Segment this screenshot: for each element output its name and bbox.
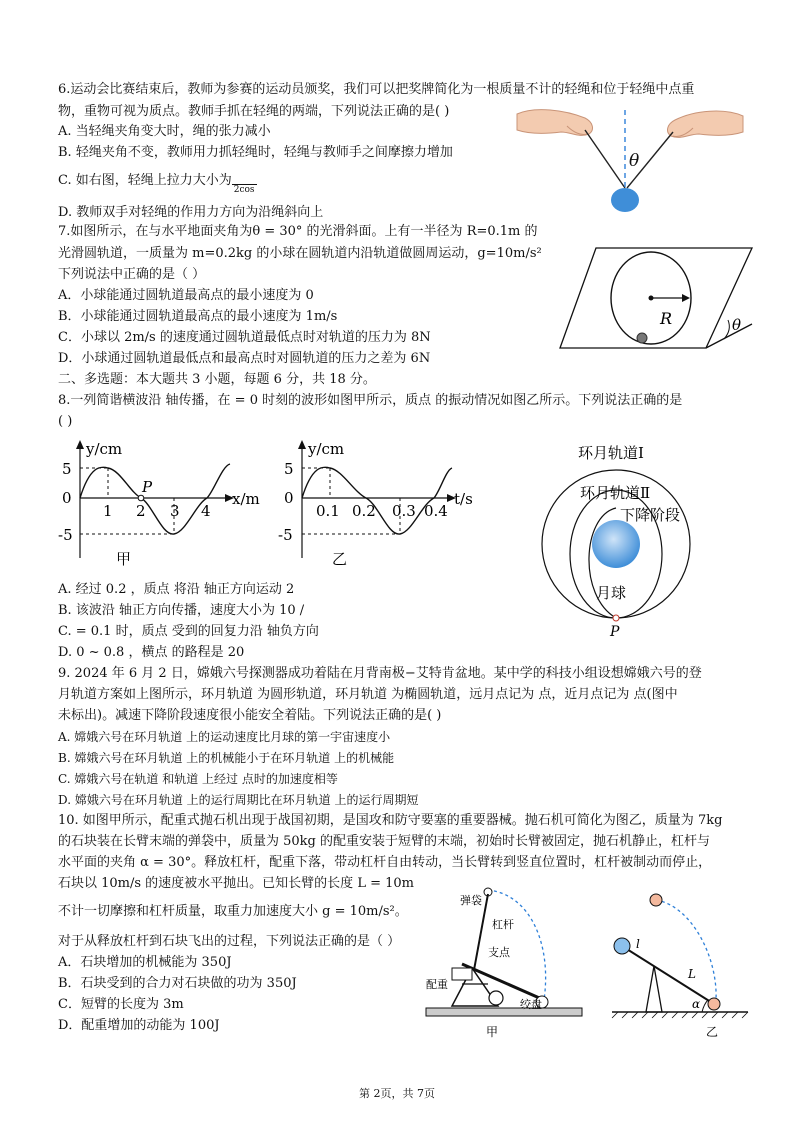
q7-line-2: 光滑圆轨道，一质量为 m=0.2kg 的小球在圆轨道内沿轨道做圆周运动，g=10m/s² — [58, 246, 542, 261]
alpha-label: α — [692, 997, 701, 1011]
q6-option-d: D. 教师双手对轻绳的作用力方向为沿绳斜向上 — [58, 205, 324, 220]
q10-line-5: 不计一切摩擦和杠杆质量，取重力加速度大小 g = 10m/s²。 — [58, 904, 408, 919]
q10-option-b: B．石块受到的合力对石块做的功为 350J — [58, 976, 297, 991]
yi-x-tick-0-1: 0.1 — [316, 502, 340, 520]
yi-x-tick-0-3: 0.3 — [392, 502, 416, 520]
jia-y-axis-label: y/cm — [86, 440, 123, 458]
q9-option-b: B. 嫦娥六号在环月轨道 上的机械能小于在环月轨道 上的机械能 — [58, 751, 395, 765]
section-2-heading: 二、多选题：本大题共 3 小题，每题 6 分，共 18 分。 — [58, 372, 376, 387]
q6-option-a: A. 当轻绳夹角变大时，绳的张力减小 — [58, 124, 271, 139]
yi-caption: 乙 — [332, 550, 348, 568]
lunar-orbit-figure — [538, 436, 698, 640]
q10-option-d: D．配重增加的动能为 100J — [58, 1018, 220, 1033]
short-arm-label: l — [636, 937, 640, 951]
q10-line-6: 对于从释放杠杆到石块飞出的过程，下列说法正确的是（ ） — [58, 934, 401, 949]
moon-label: 月球 — [596, 584, 627, 602]
catapult-figure-jia — [422, 884, 588, 1040]
yi-x-tick-0-4: 0.4 — [424, 502, 448, 520]
q10-line-3: 水平面的夹角 α = 30°。释放杠杆，配重下落，带动杠杆自由转动，当长臂转到竖直位置时，杠杆被制动而停止， — [58, 855, 712, 870]
fig-yi-caption: 乙 — [706, 1025, 719, 1039]
q8-line-2: ( ) — [58, 414, 73, 429]
long-arm-label: L — [688, 967, 696, 981]
q8-option-c: C. = 0.1 时，质点 受到的回复力沿 轴负方向 — [58, 624, 319, 639]
descent-label: 下降阶段 — [620, 506, 681, 524]
yi-y-tick-5: 5 — [284, 460, 294, 478]
q6-option-c-text: C. 如右图，轻绳上拉力大小为 — [58, 173, 232, 188]
jia-point-p: P — [142, 478, 153, 496]
q10-line-1: 10. 如图甲所示，配重式抛石机出现于战国初期，是国攻和防守要塞的重要器械。抛石机可简化为图乙，质量为 7kg — [58, 813, 723, 828]
yi-x-tick-0-2: 0.2 — [352, 502, 376, 520]
yi-y-tick-neg5: -5 — [278, 526, 293, 544]
jia-x-axis-label: x/m — [232, 490, 260, 508]
q7-option-a: A．小球能通过圆轨道最高点的最小速度为 0 — [58, 288, 314, 303]
jia-caption: 甲 — [116, 550, 132, 568]
q7-radius-label: R — [660, 309, 673, 328]
wave-graph-jia — [58, 436, 268, 576]
q6-option-b: B. 轻绳夹角不变，教师用力抓轻绳时，轻绳与教师手之间摩擦力增加 — [58, 145, 453, 160]
jia-y-tick-neg5: -5 — [58, 526, 73, 544]
orbit-label-2: 环月轨道Ⅱ — [580, 484, 651, 502]
q8-option-d: D. 0 ~ 0.8 ，横点 的路程是 20 — [58, 645, 245, 660]
jia-y-tick-0: 0 — [62, 489, 72, 507]
q9-option-a: A. 嫦娥六号在环月轨道 上的运动速度比月球的第一宇宙速度小 — [58, 730, 391, 744]
q10-line-2: 的石块装在长臂末端的弹袋中，质量为 50kg 的配重安装于短臂的末端，初始时长臂被固定，抛石机静止，杠杆与 — [58, 834, 711, 849]
counterweight-label: 配重 — [426, 978, 448, 991]
medal-rope-figure — [515, 100, 745, 220]
q8-option-b: B. 该波沿 轴正方向传播，速度大小为 10 / — [58, 603, 305, 618]
q7-line-1: 7.如图所示，在与水平地面夹角为θ = 30° 的光滑斜面。上有一半径为 R=0.1m 的 — [58, 224, 538, 239]
q9-line-2: 月轨道方案如上图所示，环月轨道 为圆形轨道，环月轨道 为椭圆轨道，远月点记为 点，近月点记为 点(图中 — [58, 687, 678, 702]
lever-label: 杠杆 — [492, 918, 514, 931]
jia-x-tick-2: 2 — [136, 502, 146, 520]
lever-figure-yi — [606, 884, 756, 1040]
incline-track-figure — [556, 244, 756, 362]
wave-graph-yi — [276, 436, 486, 576]
fig-jia-caption: 甲 — [486, 1025, 499, 1039]
q7-theta-label: θ — [732, 316, 742, 334]
jia-x-tick-4: 4 — [201, 502, 211, 520]
winch-label: 绞盘 — [520, 998, 542, 1011]
orbit-label-1: 环月轨道Ⅰ — [578, 444, 644, 462]
q10-option-c: C．短臂的长度为 3m — [58, 997, 184, 1012]
q10-line-4: 石块以 10m/s 的速度被水平抛出。已知长臂的长度 L = 10m — [58, 876, 414, 891]
q6-theta-label: θ — [629, 151, 640, 171]
jia-x-tick-1: 1 — [103, 502, 113, 520]
q10-option-a: A．石块增加的机械能为 350J — [58, 955, 232, 970]
q6-line-1: 6.运动会比赛结束后，教师为参赛的运动员颁奖，我们可以把奖牌简化为一根质量不计的轻绳和位于轻绳中点重 — [58, 82, 695, 97]
q7-line-3: 下列说法中正确的是（ ） — [58, 267, 206, 282]
q9-line-3: 未标出)。减速下降阶段速度很小能安全着陆。下列说法正确的是( ) — [58, 708, 442, 723]
q7-option-d: D．小球通过圆轨道最低点和最高点时对圆轨道的压力之差为 6N — [58, 351, 431, 366]
q9-line-1: 9. 2024 年 6 月 2 日，嫦娥六号探测器成功着陆在月背南极−艾特肯盆地。某中学的科技小组设想嫦娥六号的登 — [58, 666, 702, 681]
jia-y-tick-5: 5 — [62, 460, 72, 478]
yi-x-axis-label: t/s — [454, 490, 473, 508]
yi-y-axis-label: y/cm — [308, 440, 345, 458]
q7-option-b: B．小球能通过圆轨道最高点的最小速度为 1m/s — [58, 309, 338, 324]
q6-line-2: 物，重物可视为质点。教师手抓在轻绳的两端，下列说法正确的是( ) — [58, 104, 450, 119]
q8-line-1: 8.一列简谐横波沿 轴传播，在 = 0 时刻的波形如图甲所示，质点 的振动情况如图乙所示。下列说法正确的是 — [58, 393, 683, 408]
yi-y-tick-0: 0 — [284, 489, 294, 507]
q7-option-c: C．小球以 2m/s 的速度通过圆轨道最低点时对轨道的压力为 8N — [58, 330, 431, 345]
q8-option-a: A. 经过 0.2 ，质点 将沿 轴正方向运动 2 — [58, 582, 295, 597]
point-p-label: P — [610, 624, 620, 640]
pivot-label: 支点 — [488, 946, 510, 959]
q9-option-d: D. 嫦娥六号在环月轨道 上的运行周期比在环月轨道 上的运行周期短 — [58, 793, 419, 807]
page-footer: 第 2页，共 7页 — [359, 1087, 435, 1100]
q6-fraction-denominator: 2cos — [233, 185, 255, 195]
bag-label: 弹袋 — [460, 894, 482, 907]
jia-x-tick-3: 3 — [170, 502, 180, 520]
q9-option-c: C. 嫦娥六号在轨道 和轨道 上经过 点时的加速度相等 — [58, 772, 338, 786]
q6-option-c — [58, 173, 257, 195]
